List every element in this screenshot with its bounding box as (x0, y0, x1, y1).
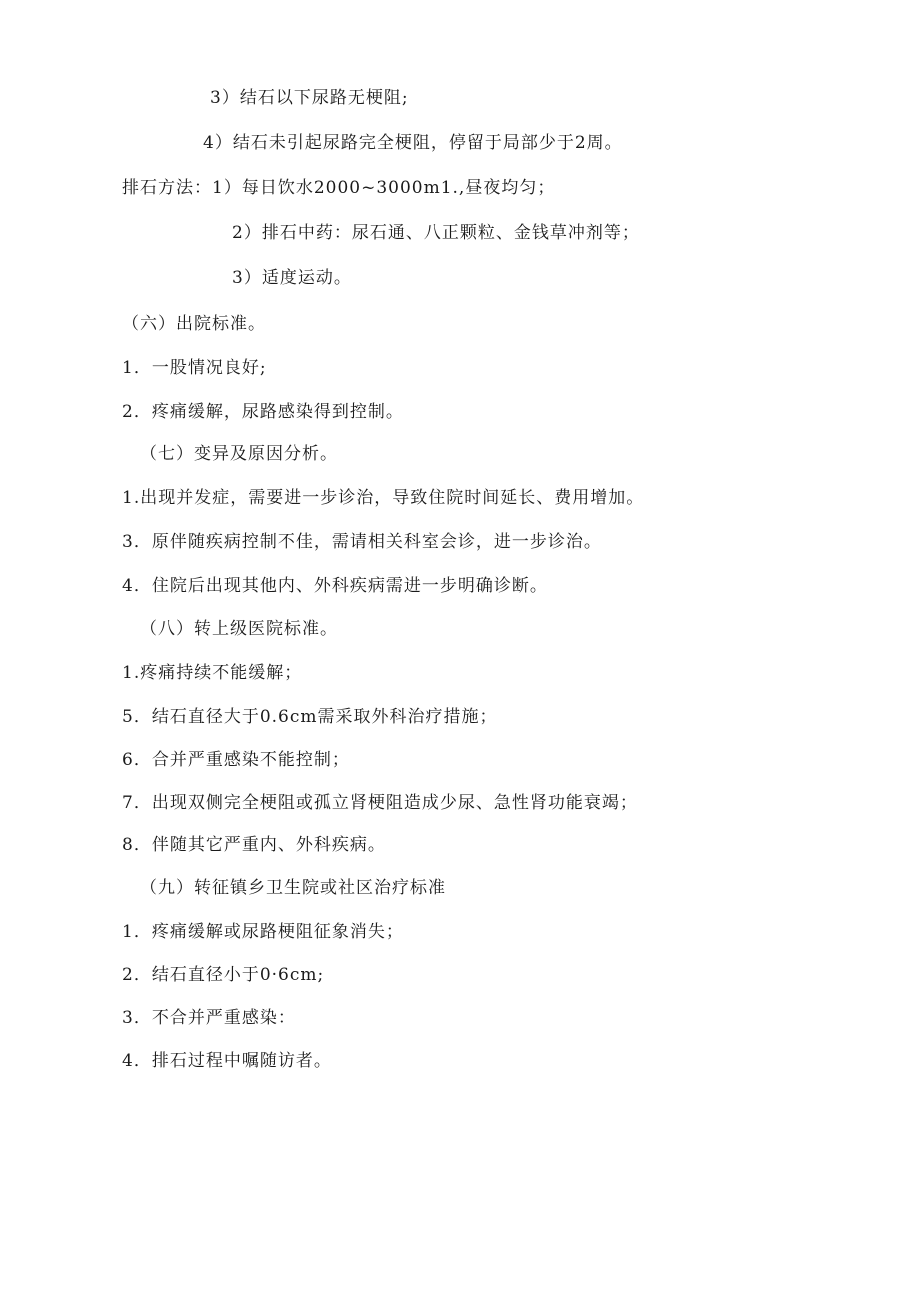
text-line: 2）排石中药：尿石通、八正颗粒、金钱草冲剂等； (232, 223, 640, 243)
text-line: 8．伴随其它严重内、外科疾病。 (122, 835, 386, 855)
section-heading: （九）转征镇乡卫生院或社区治疗标准 (140, 878, 446, 898)
text-line: 5．结石直径大于0.6cm需采取外科治疗措施； (122, 707, 498, 727)
text-line: 1．疼痛缓解或尿路梗阻征象消失； (122, 922, 404, 942)
text-line: 2．疼痛缓解，尿路感染得到控制。 (122, 402, 404, 422)
text-line: 2．结石直径小于0·6cm; (122, 965, 325, 985)
text-line: 3）适度运动。 (232, 268, 352, 288)
text-line: 4）结石未引起尿路完全梗阻，停留于局部少于2周。 (203, 133, 623, 153)
text-line: 3）结石以下尿路无梗阻; (210, 88, 409, 108)
text-line: 1.疼痛持续不能缓解； (122, 663, 303, 683)
text-line: 排石方法：1）每日饮水2000~3000m1.,昼夜均匀； (122, 178, 556, 198)
text-line: 4．住院后出现其他内、外科疾病需进一步明确诊断。 (122, 576, 548, 596)
text-line: 1.出现并发症，需要进一步诊治，导致住院时间延长、费用增加。 (122, 488, 645, 508)
text-line: 3．原伴随疾病控制不佳，需请相关科室会诊，进一步诊治。 (122, 532, 602, 552)
text-line: 6．合并严重感染不能控制； (122, 750, 350, 770)
text-line: 1．一股情况良好; (122, 358, 267, 378)
text-line: 7．出现双侧完全梗阻或孤立肾梗阻造成少尿、急性肾功能衰竭； (122, 793, 638, 813)
section-heading: （八）转上级医院标准。 (140, 619, 338, 639)
text-line: 4．排石过程中嘱随访者。 (122, 1051, 332, 1071)
section-heading: （六）出院标准。 (122, 314, 266, 334)
text-line: 3．不合并严重感染： (122, 1008, 296, 1028)
section-heading: （七）变异及原因分析。 (140, 444, 338, 464)
